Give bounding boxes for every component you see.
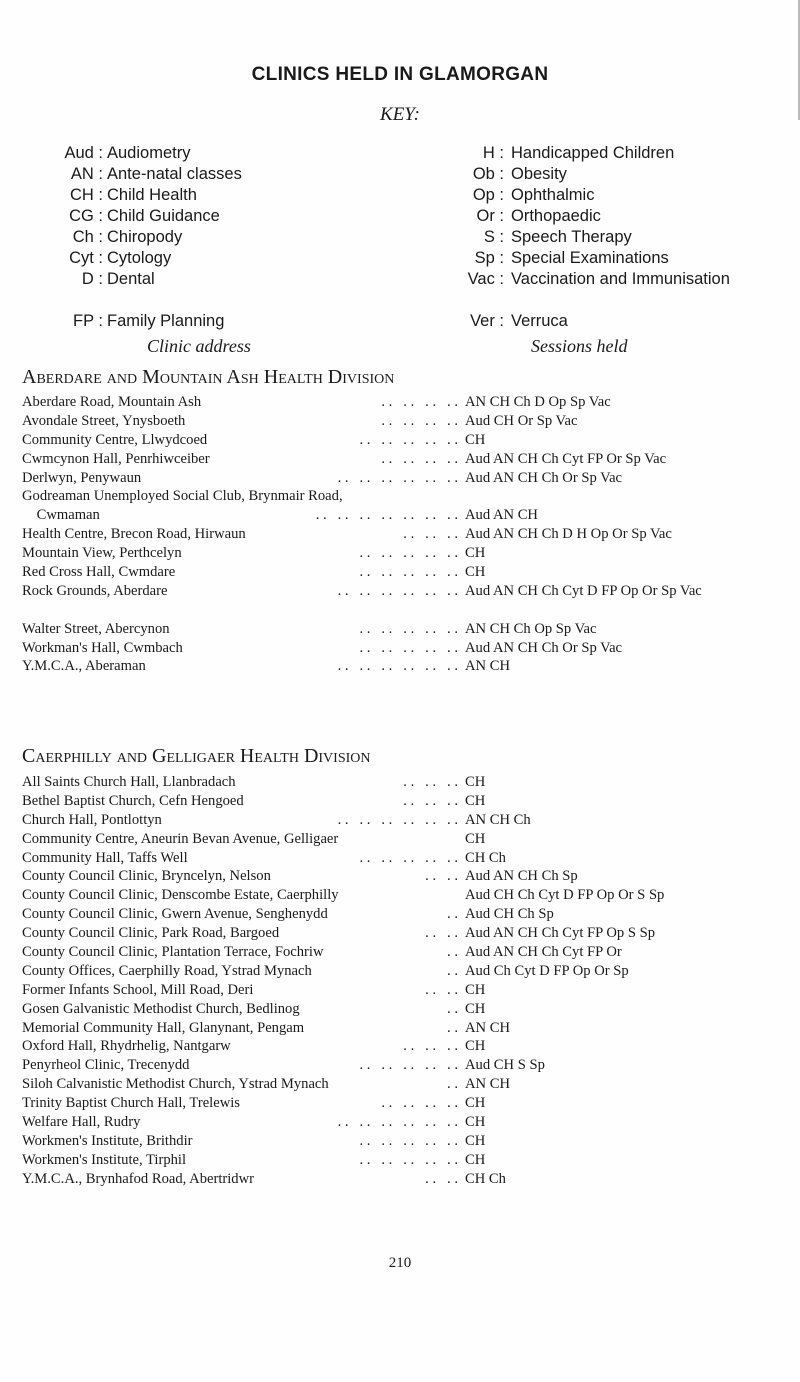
dot-leader: . . — [447, 962, 458, 979]
clinic-address: Rock Grounds, Aberdare — [22, 582, 168, 599]
key-legend — [0, 144, 800, 333]
sessions-held: CH — [465, 830, 486, 847]
sessions-held: Aud AN CH Ch Or Sp Vac — [465, 469, 623, 486]
division-heading: Aberdare and Mountain Ash Health Division — [22, 366, 395, 388]
dot-leader: . . . . . . . . . . — [359, 564, 458, 581]
list-item — [0, 1113, 800, 1132]
list-item — [0, 924, 800, 943]
dot-leader: . . — [447, 1019, 458, 1036]
clinic-address: County Council Clinic, Bryncelyn, Nelson — [22, 868, 271, 885]
key-code: H : — [482, 144, 504, 162]
sessions-held: Aud AN CH Ch Cyt FP Op S Sp — [465, 925, 656, 942]
sessions-held: CH — [465, 981, 486, 998]
dot-leader: . . . . . . . . . . — [359, 1151, 458, 1168]
list-item — [0, 487, 800, 506]
dot-leader: . . . . . . . . . . — [359, 639, 458, 656]
clinic-address: Church Hall, Pontlottyn — [22, 811, 162, 828]
sessions-held: Aud AN CH Ch Cyt FP Or Sp Vac — [465, 450, 667, 467]
sessions-held: AN CH Ch D Op Sp Vac — [465, 394, 611, 410]
sessions-held: AN CH — [465, 1076, 510, 1093]
list-item — [0, 431, 800, 450]
list-item — [0, 943, 800, 962]
clinic-address: Bethel Baptist Church, Cefn Hengoed — [22, 792, 244, 809]
list-item — [0, 1056, 800, 1075]
clinic-address-header: Clinic address — [147, 336, 251, 356]
clinic-address: Community Hall, Taffs Well — [22, 849, 188, 866]
sessions-held: AN CH Ch — [465, 811, 531, 828]
clinic-address: Cwmcynon Hall, Penrhiwceiber — [22, 450, 210, 467]
sessions-held: Aud CH Ch Sp — [465, 906, 554, 923]
dot-leader: . . . . — [425, 1170, 458, 1187]
clinic-address: County Council Clinic, Gwern Avenue, Senghenydd — [22, 906, 328, 923]
sessions-held: Aud AN CH Ch Cyt D FP Op Or Sp Vac — [465, 582, 702, 599]
clinic-address: Red Cross Hall, Cwmdare — [22, 564, 176, 581]
clinic-address: Workmen's Institute, Brithdir — [22, 1132, 193, 1149]
clinic-address: County Council Clinic, Denscombe Estate, Caerphilly — [22, 887, 339, 904]
dot-leader: . . . . . . — [403, 792, 458, 809]
dot-leader: . . . . . . . . — [381, 450, 458, 467]
key-code: Ob : — [472, 165, 504, 183]
list-item — [0, 773, 800, 792]
list-item — [0, 886, 800, 905]
list-item — [0, 525, 800, 544]
clinic-address: Aberdare Road, Mountain Ash — [22, 394, 202, 410]
clinic-address: Y.M.C.A., Brynhafod Road, Abertridwr — [22, 1170, 254, 1187]
dot-leader: . . . . . . . . . . — [359, 1132, 458, 1149]
list-item — [0, 450, 800, 469]
key-row — [0, 186, 800, 207]
dot-leader: . . . . . . — [403, 526, 458, 543]
sessions-held: Aud AN CH — [465, 507, 538, 524]
clinic-address: Memorial Community Hall, Glanynant, Pengam — [22, 1019, 305, 1036]
sessions-held: CH — [465, 1000, 486, 1017]
list-item — [0, 657, 800, 676]
key-description: Family Planning — [107, 312, 225, 330]
clinic-address: Oxford Hall, Rhydrhelig, Nantgarw — [22, 1038, 231, 1055]
list-item — [0, 639, 800, 658]
list-item — [0, 469, 800, 488]
key-description: Chiropody — [107, 228, 183, 246]
key-code: Op : — [472, 186, 504, 204]
dot-leader: . . — [447, 1076, 458, 1093]
key-description: Speech Therapy — [511, 228, 632, 246]
clinic-address: Cwmaman — [22, 507, 100, 524]
list-item — [0, 811, 800, 830]
key-description: Ante-natal classes — [107, 165, 242, 183]
clinic-address: Former Infants School, Mill Road, Deri — [22, 981, 254, 998]
key-code: AN : — [70, 165, 103, 183]
list-item — [0, 1075, 800, 1094]
dot-leader: . . — [447, 1000, 458, 1017]
list-item — [0, 792, 800, 811]
list-item — [0, 849, 800, 868]
key-row — [0, 228, 800, 249]
sessions-held: CH Ch — [465, 1170, 506, 1187]
dot-leader: . . — [447, 944, 458, 961]
dot-leader: . . . . . . . . — [381, 1095, 458, 1112]
key-code: S : — [483, 228, 504, 246]
clinic-address: Mountain View, Perthcelyn — [22, 545, 182, 562]
list-item — [0, 544, 800, 563]
list-item — [0, 393, 800, 412]
key-code: Aud : — [64, 144, 103, 162]
key-row — [0, 144, 800, 165]
clinic-address: Avondale Street, Ynysboeth — [22, 412, 186, 429]
key-code: Ch : — [72, 228, 103, 246]
sessions-held: Aud Ch Cyt D FP Op Or Sp — [465, 962, 629, 979]
sessions-held: Aud CH Ch Cyt D FP Op Or S Sp — [465, 887, 665, 904]
key-row — [0, 312, 800, 333]
sessions-held: AN CH Ch Op Sp Vac — [465, 620, 597, 637]
key-description: Orthopaedic — [511, 207, 601, 225]
dot-leader: . . . . . . . . . . . . — [337, 811, 458, 828]
dot-leader: . . . . . . . . . . — [359, 620, 458, 637]
clinic-address: Siloh Calvanistic Methodist Church, Ystrad Mynach — [22, 1076, 329, 1093]
dot-leader: . . . . — [425, 868, 458, 885]
key-code: D : — [81, 270, 103, 288]
division-entries — [0, 393, 800, 676]
sessions-held: CH — [465, 431, 486, 448]
list-item — [0, 962, 800, 981]
clinic-address: Workmen's Institute, Tirphil — [22, 1151, 187, 1168]
clinic-address: Welfare Hall, Rudry — [22, 1114, 141, 1131]
key-code: Sp : — [474, 249, 504, 267]
sessions-held: CH — [465, 545, 486, 562]
list-item — [0, 412, 800, 431]
clinic-address: Community Centre, Aneurin Bevan Avenue, Gelligaer — [22, 830, 339, 847]
sessions-held: Aud CH S Sp — [465, 1057, 545, 1074]
clinic-address: Derlwyn, Penywaun — [22, 469, 142, 486]
list-item — [0, 1151, 800, 1170]
dot-leader: . . . . . . . . . . . . — [337, 469, 458, 486]
list-item — [0, 867, 800, 886]
clinic-address: County Offices, Caerphilly Road, Ystrad Mynach — [22, 962, 312, 979]
dot-leader: . . . . . . . . . . . . — [337, 658, 458, 675]
sessions-held: Aud AN CH Ch D H Op Or Sp Vac — [465, 526, 672, 543]
key-description: Verruca — [511, 312, 568, 330]
list-item — [0, 830, 800, 849]
key-code: CG : — [69, 207, 103, 225]
key-code: CH : — [70, 186, 103, 204]
clinic-address: Godreaman Unemployed Social Club, Brynmair Road, — [22, 488, 343, 505]
clinic-address: Community Centre, Llwydcoed — [22, 431, 208, 448]
list-item — [0, 1037, 800, 1056]
sessions-held: Aud AN CH Ch Sp — [465, 868, 578, 885]
clinic-address: All Saints Church Hall, Llanbradach — [22, 774, 236, 790]
key-description: Child Guidance — [107, 207, 220, 225]
key-row — [0, 270, 800, 312]
list-item — [0, 1170, 800, 1189]
dot-leader: . . . . . . . . . . . . — [337, 582, 458, 599]
key-code: Or : — [476, 207, 504, 225]
sessions-held: Aud AN CH Ch Or Sp Vac — [465, 639, 623, 656]
sessions-held: AN CH — [465, 1019, 510, 1036]
sessions-held: Aud CH Or Sp Vac — [465, 412, 578, 429]
key-code: FP : — [73, 312, 103, 330]
sessions-held: CH Ch — [465, 849, 506, 866]
clinic-address: Walter Street, Abercynon — [22, 620, 170, 637]
key-heading: KEY: — [380, 104, 420, 125]
dot-leader: . . . . . . — [403, 1038, 458, 1055]
dot-leader: . . . . . . . . — [381, 394, 458, 410]
dot-leader: . . . . — [425, 981, 458, 998]
sessions-held: CH — [465, 774, 486, 790]
division-heading: Caerphilly and Gelligaer Health Division — [22, 745, 371, 767]
key-description: Vaccination and Immunisation — [511, 270, 730, 288]
dot-leader: . . — [447, 906, 458, 923]
key-description: Obesity — [511, 165, 567, 183]
dot-leader: . . . . . . . . . . . . . . — [315, 507, 458, 524]
key-description: Cytology — [107, 249, 172, 267]
dot-leader: . . . . . . . . — [381, 412, 458, 429]
dot-leader: . . . . . . . . . . — [359, 431, 458, 448]
list-item — [0, 620, 800, 639]
sessions-held-header: Sessions held — [531, 336, 628, 356]
key-code: Ver : — [470, 312, 504, 330]
sessions-held: CH — [465, 1038, 486, 1055]
clinic-address: Trinity Baptist Church Hall, Trelewis — [22, 1095, 240, 1112]
key-row — [0, 207, 800, 228]
key-description: Special Examinations — [511, 249, 669, 267]
dot-leader: . . . . — [425, 925, 458, 942]
list-item — [0, 1094, 800, 1113]
clinic-address: County Council Clinic, Plantation Terrace, Fochriw — [22, 944, 324, 961]
dot-leader: . . . . . . — [403, 774, 458, 790]
clinic-address: Y.M.C.A., Aberaman — [22, 658, 146, 675]
division-entries — [0, 773, 800, 1189]
sessions-held: CH — [465, 1132, 486, 1149]
list-item — [0, 506, 800, 525]
sessions-held: Aud AN CH Ch Cyt FP Or — [465, 944, 622, 961]
dot-leader: . . . . . . . . . . — [359, 545, 458, 562]
clinic-address: Workman's Hall, Cwmbach — [22, 639, 183, 656]
dot-leader: . . . . . . . . . . — [359, 1057, 458, 1074]
key-row — [0, 249, 800, 270]
key-description: Child Health — [107, 186, 197, 204]
key-description: Ophthalmic — [511, 186, 595, 204]
key-description: Audiometry — [107, 144, 191, 162]
clinic-address: County Council Clinic, Park Road, Bargoed — [22, 925, 280, 942]
list-item — [0, 582, 800, 620]
sessions-held: CH — [465, 1114, 486, 1131]
list-item — [0, 1019, 800, 1038]
sessions-held: CH — [465, 564, 486, 581]
clinic-address: Gosen Galvanistic Methodist Church, Bedlinog — [22, 1000, 300, 1017]
key-description: Handicapped Children — [511, 144, 675, 162]
page-number: 210 — [388, 1255, 412, 1271]
clinic-address: Penyrheol Clinic, Trecenydd — [22, 1057, 190, 1074]
key-row — [0, 165, 800, 186]
sessions-held: AN CH — [465, 658, 510, 675]
sessions-held: CH — [465, 1095, 486, 1112]
key-code: Vac : — [467, 270, 504, 288]
sessions-held: CH — [465, 1151, 486, 1168]
list-item — [0, 1132, 800, 1151]
dot-leader: . . . . . . . . . . — [359, 849, 458, 866]
dot-leader: . . . . . . . . . . . . — [337, 1114, 458, 1131]
list-item — [0, 905, 800, 924]
list-item — [0, 1000, 800, 1019]
key-code: Cyt : — [69, 249, 103, 267]
list-item — [0, 563, 800, 582]
list-item — [0, 981, 800, 1000]
sessions-held: CH — [465, 792, 486, 809]
clinic-address: Health Centre, Brecon Road, Hirwaun — [22, 526, 246, 543]
key-description: Dental — [107, 270, 155, 288]
page-title: CLINICS HELD IN GLAMORGAN — [251, 64, 549, 85]
